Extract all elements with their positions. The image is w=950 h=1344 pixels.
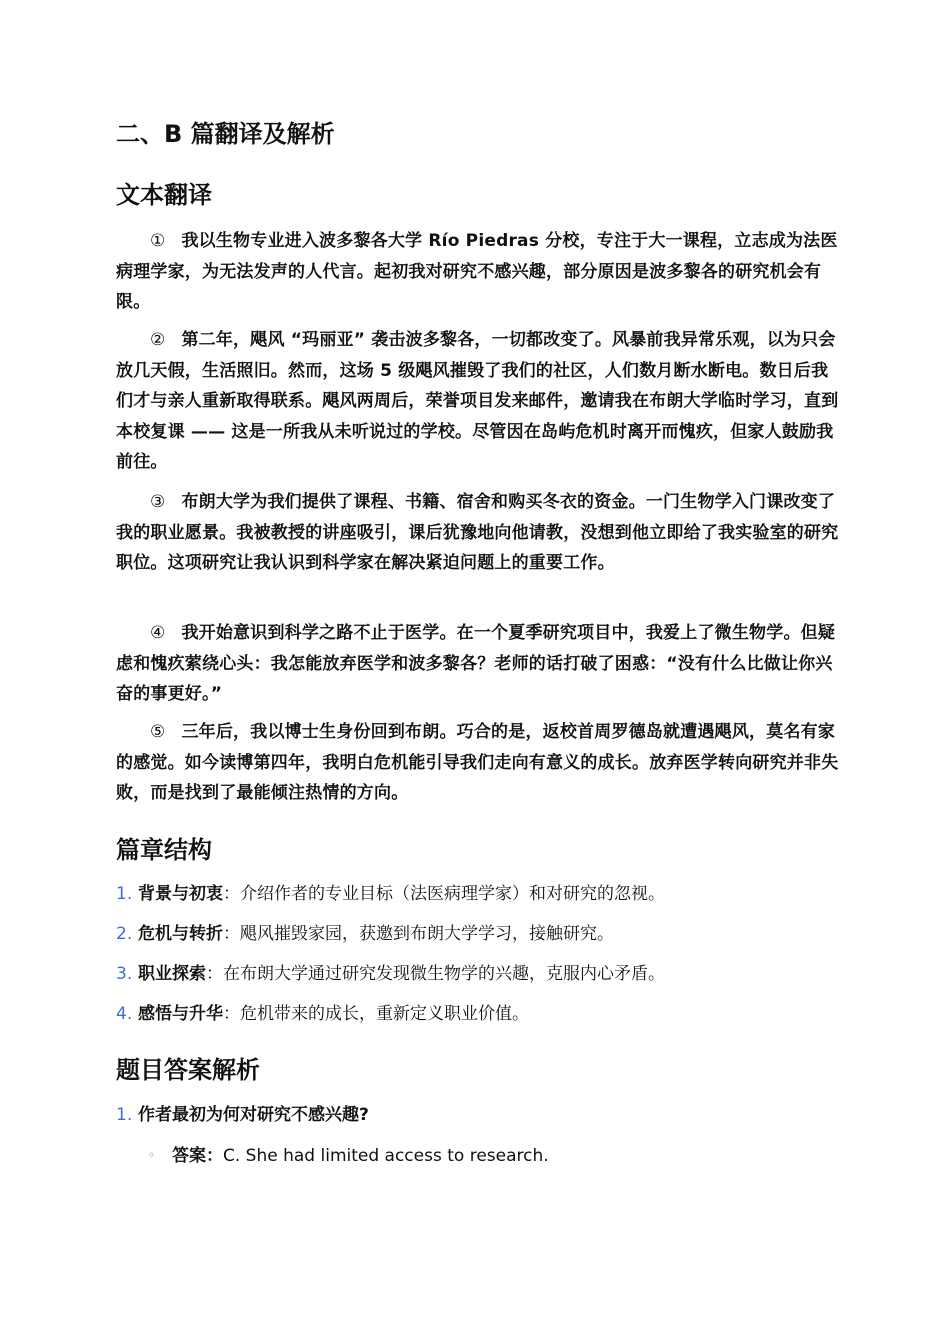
structure-list (116, 881, 840, 1041)
answer-label: 答案： (172, 1146, 223, 1166)
list-index: 3. (116, 964, 133, 984)
paragraph-text: 第二年，飓风 “玛丽亚” 袭击波多黎各，一切都改变了。风暴前我异常乐观，以为只会放几天假，生活照旧。然而，这场 5 级飓风摧毁了我们的社区，人们数月断水断电。数日后我们才与亲人重新取得联系。飓风两周后，荣誉项目发来邮件，邀请我在布朗大学临时学习，直到本校复课 —— 这是一所我从未听说过的学校。尽管因在岛屿危机时离开而愧疚，但家人鼓励我前往。 (116, 330, 839, 472)
list-index: 4. (116, 1004, 133, 1024)
list-term: 危机与转折 (138, 924, 223, 944)
paragraph-5 (116, 717, 840, 809)
structure-heading: 篇章结构 (116, 836, 212, 864)
list-term: 职业探索 (138, 964, 206, 984)
list-desc: ：在布朗大学通过研究发现微生物学的兴趣，克服内心矛盾。 (206, 964, 665, 984)
question-index: 1. (116, 1105, 133, 1125)
paragraph-4 (116, 618, 840, 710)
list-item (116, 881, 840, 907)
paragraph-text: 我开始意识到科学之路不止于医学。在一个夏季研究项目中，我爱上了微生物学。但疑虑和愧疚萦绕心头：我怎能放弃医学和波多黎各？老师的话打破了困惑：“没有什么比做让你兴奋的事更好。” (116, 623, 836, 704)
paragraph-text: 三年后，我以博士生身份回到布朗。巧合的是，返校首周罗德岛就遭遇飓风，莫名有家的感觉。如今读博第四年，我明白危机能引导我们走向有意义的成长。放弃医学转向研究并非失败，而是找到了最能倾注热情的方向。 (116, 722, 839, 803)
paragraph-text: 我以生物专业进入波多黎各大学 Río Piedras 分校，专注于大一课程，立志成为法医病理学家，为无法发声的人代言。起初我对研究不感兴趣，部分原因是波多黎各的研究机会有限。 (116, 231, 838, 312)
list-index: 1. (116, 884, 133, 904)
section-title: 二、B 篇翻译及解析 (116, 120, 335, 148)
paragraph-number: ③ (150, 492, 166, 512)
list-term: 感悟与升华 (138, 1004, 223, 1024)
translation-heading: 文本翻译 (116, 181, 212, 209)
list-term: 背景与初衷 (138, 884, 223, 904)
paragraph-number: ② (150, 330, 166, 350)
list-item (116, 961, 840, 987)
list-index: 2. (116, 924, 133, 944)
list-desc: ：介绍作者的专业目标（法医病理学家）和对研究的忽视。 (223, 884, 665, 904)
answer-row (148, 1142, 840, 1169)
question-item (116, 1102, 840, 1169)
paragraph-number: ① (150, 231, 166, 251)
circle-bullet-icon: ◦ (148, 1148, 156, 1162)
list-desc: ：飓风摧毁家园，获邀到布朗大学学习，接触研究。 (223, 924, 614, 944)
paragraph-number: ④ (150, 623, 166, 643)
paragraph-3 (116, 487, 840, 579)
answer-text: C. She had limited access to research. (223, 1146, 549, 1166)
list-item (116, 921, 840, 947)
list-desc: ：危机带来的成长，重新定义职业价值。 (223, 1004, 529, 1024)
list-item (116, 1001, 840, 1027)
paragraph-2 (116, 325, 840, 478)
paragraph-1 (116, 226, 840, 318)
paragraph-text: 布朗大学为我们提供了课程、书籍、宿舍和购买冬衣的资金。一门生物学入门课改变了我的职业愿景。我被教授的讲座吸引，课后犹豫地向他请教，没想到他立即给了我实验室的研究职位。这项研究让我认识到科学家在解决紧迫问题上的重要工作。 (116, 492, 839, 573)
question-list (116, 1102, 840, 1169)
question-text: 作者最初为何对研究不感兴趣? (138, 1105, 369, 1125)
paragraph-number: ⑤ (150, 722, 166, 742)
answers-heading: 题目答案解析 (116, 1056, 260, 1084)
